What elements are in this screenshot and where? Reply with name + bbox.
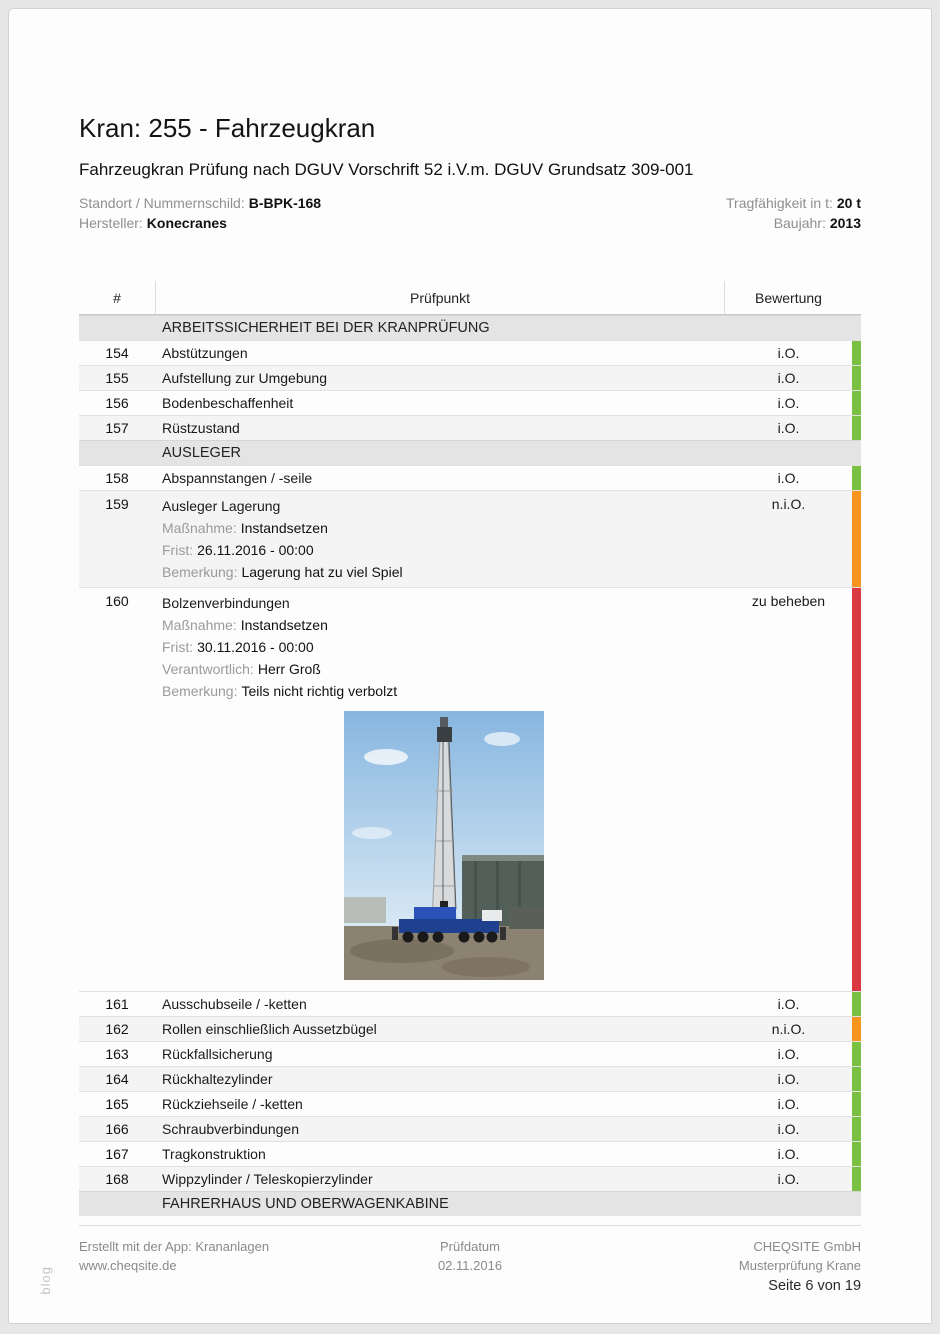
row-pruefpunkt: Wippzylinder / Teleskopierzylinder — [162, 1171, 373, 1187]
standort-label: Standort / Nummernschild: — [79, 195, 245, 211]
row-bewertung: i.O. — [777, 345, 800, 361]
table-row — [79, 1116, 861, 1141]
meta-row-1 — [79, 193, 861, 213]
row-pruefpunkt: Abspannstangen / -seile — [162, 470, 313, 486]
pruefdatum-label: Prüfdatum — [440, 1239, 500, 1254]
row-detail-block — [155, 491, 725, 587]
footer-app-note: Erstellt mit der App: Krananlagen — [79, 1239, 270, 1254]
status-bar-green — [852, 366, 861, 390]
section-header-row — [79, 440, 861, 465]
detail-massnahme: Maßnahme: Instandsetzen — [162, 617, 328, 633]
row-bewertung: i.O. — [777, 1121, 800, 1137]
detail-frist: Frist: 30.11.2016 - 00:00 — [162, 639, 314, 655]
row-number: 162 — [105, 1021, 129, 1037]
status-bar-orange — [852, 491, 861, 587]
table-row — [79, 1091, 861, 1116]
row-number: 157 — [105, 420, 129, 436]
status-bar-green — [852, 466, 861, 490]
meta-block — [79, 193, 861, 233]
detail-frist: Frist: 26.11.2016 - 00:00 — [162, 542, 314, 558]
row-pruefpunkt: Ausleger Lagerung — [162, 498, 281, 514]
table-row — [79, 1166, 861, 1191]
header-number: # — [113, 289, 121, 306]
row-number: 166 — [105, 1121, 129, 1137]
header-bar-space — [852, 281, 861, 314]
hersteller-field — [79, 213, 227, 233]
status-bar-green — [852, 992, 861, 1016]
row-pruefpunkt: Ausschubseile / -ketten — [162, 996, 307, 1012]
row-bewertung: i.O. — [777, 420, 800, 436]
footer-website: www.cheqsite.de — [79, 1258, 177, 1273]
tragfaehigkeit-value: 20 t — [836, 195, 861, 211]
status-bar-green — [852, 341, 861, 365]
row-bewertung: i.O. — [777, 1071, 800, 1087]
row-pruefpunkt: Rückfallsicherung — [162, 1046, 273, 1062]
row-pruefpunkt: Rollen einschließlich Aussetzbügel — [162, 1021, 377, 1037]
section-title: ARBEITSSICHERHEIT BEI DER KRANPRÜFUNG — [162, 320, 490, 336]
row-number: 155 — [105, 370, 129, 386]
row-bewertung: n.i.O. — [771, 496, 806, 512]
footer-company: CHEQSITE GmbH — [753, 1239, 862, 1254]
row-bewertung: n.i.O. — [771, 1021, 806, 1037]
row-pruefpunkt: Rückziehseile / -ketten — [162, 1096, 303, 1112]
table-row — [79, 1066, 861, 1091]
row-pruefpunkt: Rüstzustand — [162, 420, 240, 436]
detail-massnahme: Maßnahme: Instandsetzen — [162, 520, 328, 536]
footer-report-name: Musterprüfung Krane — [738, 1258, 862, 1273]
table-row — [79, 1141, 861, 1166]
table-row — [79, 390, 861, 415]
status-bar-green — [852, 391, 861, 415]
report-page — [8, 8, 932, 1324]
row-pruefpunkt: Aufstellung zur Umgebung — [162, 370, 327, 386]
row-bewertung: i.O. — [777, 1146, 800, 1162]
status-bar-green — [852, 416, 861, 440]
row-number: 156 — [105, 395, 129, 411]
detail-verantwortlich: Verantwortlich: Herr Groß — [162, 661, 321, 677]
row-pruefpunkt: Bolzenverbindungen — [162, 595, 290, 611]
baujahr-label: Baujahr: — [773, 215, 826, 231]
status-bar-orange — [852, 1017, 861, 1041]
footer-left — [79, 1237, 340, 1296]
row-pruefpunkt: Bodenbeschaffenheit — [162, 395, 294, 411]
row-pruefpunkt: Abstützungen — [162, 345, 248, 361]
detail-bemerkung: Bemerkung: Lagerung hat zu viel Spiel — [162, 564, 403, 580]
status-bar-green — [852, 1117, 861, 1141]
page-footer — [79, 1225, 861, 1296]
hersteller-value: Konecranes — [146, 215, 227, 231]
table-row — [79, 465, 861, 490]
detail-bemerkung: Bemerkung: Teils nicht richtig verbolzt — [162, 683, 398, 699]
status-bar-red — [852, 588, 861, 991]
row-bewertung: i.O. — [777, 470, 800, 486]
footer-center — [340, 1237, 601, 1296]
row-number: 163 — [105, 1046, 129, 1062]
page-subtitle: Fahrzeugkran Prüfung nach DGUV Vorschrift 52 i.V.m. DGUV Grundsatz 309-001 — [79, 160, 694, 179]
section-title: AUSLEGER — [162, 445, 241, 461]
row-bewertung: i.O. — [777, 996, 800, 1012]
row-number: 158 — [105, 470, 129, 486]
baujahr-field — [774, 213, 861, 233]
table-row — [79, 365, 861, 390]
section-header-row — [79, 315, 861, 340]
table-row — [79, 991, 861, 1016]
table-header — [79, 281, 861, 315]
hersteller-label: Hersteller: — [79, 215, 143, 231]
row-number: 165 — [105, 1096, 129, 1112]
footer-right — [600, 1237, 861, 1296]
row-number: 167 — [105, 1146, 129, 1162]
row-bewertung: i.O. — [777, 1096, 800, 1112]
row-bewertung: i.O. — [777, 1171, 800, 1187]
status-bar-green — [852, 1092, 861, 1116]
row-bewertung: i.O. — [777, 1046, 800, 1062]
table-row — [79, 1016, 861, 1041]
status-bar-green — [852, 1142, 861, 1166]
row-number: 164 — [105, 1071, 129, 1087]
tragfaehigkeit-field — [726, 193, 861, 213]
section-title: FAHRERHAUS UND OBERWAGENKABINE — [162, 1196, 449, 1212]
row-number: 161 — [105, 996, 129, 1012]
section-header-row — [79, 1191, 861, 1216]
row-number: 160 — [105, 593, 129, 609]
header-pruefpunkt: Prüfpunkt — [155, 281, 725, 314]
table-row — [79, 415, 861, 440]
table-row — [79, 587, 861, 991]
row-pruefpunkt: Tragkonstruktion — [162, 1146, 266, 1162]
header-bewertung: Bewertung — [755, 289, 822, 306]
standort-field — [79, 193, 321, 213]
blog-watermark: blog — [38, 1266, 53, 1295]
status-bar-green — [852, 1167, 861, 1191]
pruefdatum-value: 02.11.2016 — [437, 1258, 503, 1273]
row-number: 159 — [105, 496, 129, 512]
baujahr-value: 2013 — [829, 215, 861, 231]
row-pruefpunkt: Schraubverbindungen — [162, 1121, 299, 1137]
row-detail-block — [155, 588, 725, 991]
status-bar-green — [852, 1042, 861, 1066]
tragfaehigkeit-label: Tragfähigkeit in t: — [726, 195, 833, 211]
row-bewertung: i.O. — [777, 370, 800, 386]
row-number: 154 — [105, 345, 129, 361]
table-row — [79, 1041, 861, 1066]
row-pruefpunkt: Rückhaltezylinder — [162, 1071, 273, 1087]
crane-photo — [344, 711, 544, 980]
table-row — [79, 340, 861, 365]
row-bewertung: zu beheben — [751, 593, 826, 609]
page-title: Kran: 255 - Fahrzeugkran — [79, 113, 376, 143]
status-bar-green — [852, 1067, 861, 1091]
table-row — [79, 490, 861, 587]
meta-row-2 — [79, 213, 861, 233]
page-indicator: Seite 6 von 19 — [768, 1278, 862, 1294]
standort-value: B-BPK-168 — [248, 195, 322, 211]
row-number: 168 — [105, 1171, 129, 1187]
row-bewertung: i.O. — [777, 395, 800, 411]
inspection-table — [79, 281, 861, 1216]
